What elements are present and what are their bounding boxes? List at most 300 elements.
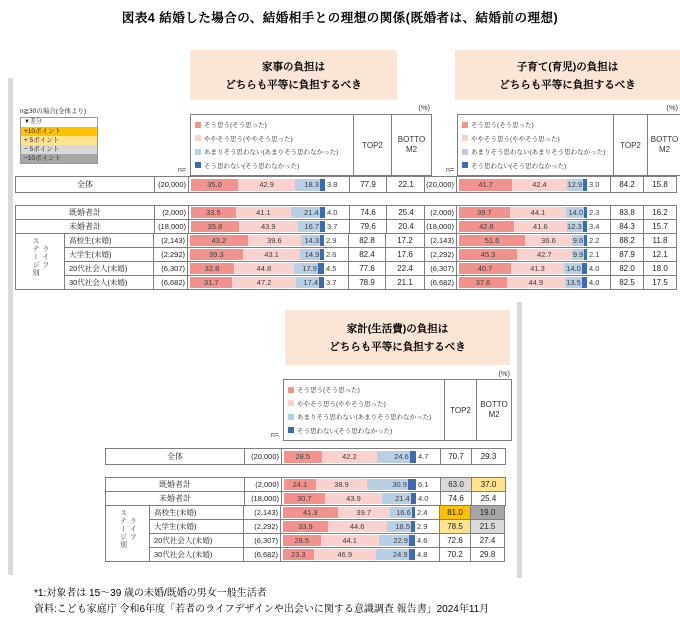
legend-label: あまりそう思わない(あまりそう思わなかった) bbox=[204, 149, 339, 157]
top2-value: 70.2 bbox=[439, 547, 471, 562]
bar-segment: 44.8 bbox=[234, 263, 294, 274]
row-n-value: (20,000) bbox=[154, 176, 189, 193]
main-table bbox=[105, 477, 506, 562]
table-row bbox=[149, 519, 505, 534]
chart-title-box bbox=[285, 310, 510, 365]
table-row bbox=[424, 176, 677, 193]
legend-item bbox=[195, 147, 353, 156]
row-n-value: (6,307) bbox=[243, 533, 281, 548]
bar-segment: 43.9 bbox=[239, 221, 298, 232]
bottom2-value: 29.3 bbox=[471, 448, 506, 465]
bar-cell bbox=[188, 176, 350, 193]
legend-label: あまりそう思わない(あまりそう思わなかった) bbox=[471, 149, 606, 157]
bar-segment: 45.3 bbox=[459, 249, 517, 260]
row-n-value: (2,143) bbox=[153, 233, 188, 248]
bar-cell bbox=[456, 275, 611, 290]
chart-title-line: どちらも平等に負担するべき bbox=[329, 341, 466, 353]
bottom2-value: 25.4 bbox=[386, 205, 426, 220]
row-label: 全体 bbox=[15, 176, 155, 193]
bar-segment: 41.1 bbox=[236, 207, 291, 218]
row-label: 既婚者計 bbox=[15, 205, 155, 220]
legend-label: そう思う(そう思った) bbox=[204, 122, 267, 130]
bottom2-value: 16.2 bbox=[643, 205, 677, 220]
bar-segment: 42.8 bbox=[459, 221, 514, 232]
row-label: 全体 bbox=[105, 448, 245, 465]
top2-value: 82.4 bbox=[348, 247, 386, 262]
bar-segment: 43.2 bbox=[190, 235, 248, 246]
bottom2-value: 22.1 bbox=[386, 176, 426, 193]
bar-cell bbox=[456, 205, 611, 220]
stacked-bar bbox=[190, 235, 324, 246]
stacked-bar bbox=[191, 221, 325, 232]
legend-swatch-icon bbox=[288, 414, 294, 420]
table-row bbox=[15, 205, 426, 220]
top2-value: 82.8 bbox=[348, 233, 386, 248]
row-n-value: (18,000) bbox=[244, 491, 282, 506]
row-n-value: (20,000) bbox=[244, 448, 282, 465]
legend-label: そう思わない(そう思わなかった) bbox=[297, 427, 393, 435]
main-table bbox=[424, 205, 677, 290]
row-n-value: (6,682) bbox=[424, 275, 457, 290]
bar-last-value-label: 3.7 bbox=[327, 222, 338, 231]
bar-segment: 42.9 bbox=[238, 179, 295, 191]
row-n-value: (2,000) bbox=[424, 205, 457, 220]
bar-segment: 18.3 bbox=[295, 179, 320, 191]
top2-value: 77.9 bbox=[349, 176, 387, 193]
legend-label: そう思う(そう思った) bbox=[297, 387, 360, 395]
chart-title-box bbox=[190, 50, 397, 100]
bar-last-value-label: 4.0 bbox=[327, 208, 338, 217]
footnote-source: 資料:こども家庭庁 令和6年度「若者のライフデザインや出会いに関する意識調査 報告書」2024年11月 bbox=[34, 604, 490, 615]
row-label: 未婚者計 bbox=[15, 219, 155, 234]
bar-cell bbox=[280, 505, 440, 520]
bar-last-value-label: 4.7 bbox=[418, 452, 429, 461]
bar-segment: 30.9 bbox=[367, 479, 408, 490]
bar-segment: 24.9 bbox=[376, 549, 409, 560]
bottom2-value: 11.8 bbox=[643, 233, 677, 248]
bar-segment: 32.8 bbox=[190, 263, 234, 274]
bar-last-value-label: 3.8 bbox=[327, 180, 338, 189]
bottom2-value: 12.1 bbox=[643, 247, 677, 262]
bottom2-value: 17.2 bbox=[385, 233, 425, 248]
bar-cell bbox=[281, 491, 441, 506]
bar-segment: 14.0 bbox=[566, 207, 584, 218]
right-edge-bar bbox=[517, 302, 522, 578]
bar-last-value-label: 4.6 bbox=[417, 536, 428, 545]
bar-segment: 17.9 bbox=[294, 263, 318, 274]
legend-swatch-icon bbox=[288, 427, 294, 433]
bottom2-value: 25.4 bbox=[471, 491, 506, 506]
bar-segment bbox=[411, 521, 415, 532]
top2-value: 74.6 bbox=[349, 205, 387, 220]
row-label: 20代社会人(未婚) bbox=[64, 261, 154, 276]
bar-segment: 23.3 bbox=[283, 549, 314, 560]
bar-cell bbox=[281, 477, 441, 492]
lifestage-vertical-label bbox=[105, 505, 150, 562]
main-table bbox=[15, 205, 426, 290]
table-row bbox=[64, 233, 425, 248]
legend-label: そう思う(そう思った) bbox=[471, 122, 534, 130]
bar-last-value-label: 4.0 bbox=[589, 278, 600, 287]
bar-last-value-label: 6.1 bbox=[418, 480, 429, 489]
top2-value: 82.0 bbox=[610, 261, 644, 276]
top2-value: 78.9 bbox=[348, 275, 386, 290]
legend-item bbox=[288, 385, 444, 394]
legend-label: あまりそう思わない(あまりそう思わなかった) bbox=[297, 414, 432, 422]
legend-swatch-icon bbox=[462, 135, 468, 141]
bar-cell bbox=[280, 547, 440, 562]
diff-legend-header: ▼差分 bbox=[21, 118, 97, 127]
row-n-value: (6,307) bbox=[153, 261, 188, 276]
legend-label: そう思わない(そう思わなかった) bbox=[204, 162, 300, 170]
bar-segment bbox=[411, 493, 416, 504]
bottom2-value: 22.4 bbox=[385, 261, 425, 276]
percent-label: (%) bbox=[418, 103, 430, 112]
bar-segment: 16.6 bbox=[390, 507, 412, 518]
bar-segment: 12.3 bbox=[567, 222, 582, 231]
stacked-bar bbox=[459, 263, 587, 274]
vertical-label-text: ステージ別 bbox=[32, 237, 39, 277]
bar-segment: 44.9 bbox=[507, 277, 564, 288]
bar-segment: 35.8 bbox=[191, 221, 239, 232]
top2-value: 83.8 bbox=[610, 205, 644, 220]
bar-cell bbox=[456, 233, 611, 248]
top2-value: 70.7 bbox=[440, 448, 472, 465]
lifestage-vertical-label bbox=[15, 233, 65, 290]
row-label: 高校生(未婚) bbox=[149, 505, 244, 520]
bar-segment: 46.9 bbox=[314, 549, 376, 560]
bar-segment: 33.5 bbox=[191, 207, 236, 218]
bar-segment bbox=[320, 249, 323, 260]
bar-segment bbox=[584, 249, 587, 260]
table-row bbox=[149, 547, 505, 562]
table-row bbox=[149, 505, 505, 520]
bar-segment: 36.6 bbox=[525, 235, 572, 246]
top2-value: 82.5 bbox=[610, 275, 644, 290]
table-row bbox=[424, 205, 677, 220]
row-label: 高校生(未婚) bbox=[64, 233, 154, 248]
top2-value: 84.2 bbox=[610, 176, 644, 193]
bar-last-value-label: 2.4 bbox=[417, 508, 428, 517]
answer-legend bbox=[458, 115, 613, 175]
vertical-label-text: ライフ bbox=[41, 245, 49, 269]
stacked-bar bbox=[191, 179, 325, 191]
bottom2-value: 20.4 bbox=[386, 219, 426, 234]
top2-value: 78.5 bbox=[439, 519, 471, 534]
top2-value: 79.6 bbox=[349, 219, 387, 234]
bar-cell bbox=[456, 176, 611, 193]
bar-last-value-label: 2.6 bbox=[326, 250, 337, 259]
bar-segment bbox=[412, 507, 415, 518]
bar-segment: 44.6 bbox=[328, 521, 387, 532]
row-n-value: (2,292) bbox=[424, 247, 457, 262]
bar-segment: 41.3 bbox=[283, 507, 338, 518]
legend-swatch-icon bbox=[195, 162, 201, 168]
bar-last-value-label: 4.0 bbox=[418, 494, 429, 503]
bar-segment bbox=[409, 549, 415, 560]
bar-last-value-label: 3.0 bbox=[589, 180, 600, 189]
table-row bbox=[424, 247, 677, 262]
bar-segment bbox=[582, 277, 587, 288]
row-label: 30代社会人(未婚) bbox=[64, 275, 154, 290]
bar-cell bbox=[187, 233, 349, 248]
stacked-bar bbox=[191, 207, 325, 218]
chart-title-line: 家事の負担は bbox=[262, 60, 325, 73]
bar-segment bbox=[320, 179, 325, 191]
lifestage-rows bbox=[149, 505, 505, 562]
bar-segment: 31.7 bbox=[190, 277, 232, 288]
bar-segment bbox=[409, 535, 415, 546]
stacked-bar bbox=[190, 263, 324, 274]
bar-cell bbox=[188, 205, 350, 220]
bar-segment: 9.6 bbox=[572, 236, 584, 245]
bar-segment bbox=[584, 235, 587, 246]
bar-segment bbox=[584, 207, 587, 218]
bottom2-header bbox=[647, 115, 680, 175]
bottom2-value: 17.6 bbox=[385, 247, 425, 262]
footnote-target: *1:対象者は 15〜39 歳の未婚/既婚の男女一般生活者 bbox=[34, 588, 267, 599]
bar-segment: 16.7 bbox=[298, 221, 320, 232]
bar-last-value-label: 3.4 bbox=[589, 222, 600, 231]
bottom2-header bbox=[476, 380, 511, 440]
stacked-bar bbox=[283, 535, 415, 546]
table-row bbox=[424, 261, 677, 276]
chart-title-line: 子育て(育児)の負担は bbox=[516, 60, 619, 73]
n-label: n= bbox=[446, 167, 454, 174]
chart-title-box bbox=[455, 50, 680, 100]
top2-value: 72.6 bbox=[439, 533, 471, 548]
vertical-label-text: ライフ bbox=[129, 517, 137, 541]
bar-cell bbox=[188, 219, 350, 234]
table-row bbox=[105, 491, 506, 506]
bar-cell bbox=[281, 448, 441, 465]
row-n-value: (2,143) bbox=[424, 233, 457, 248]
total-row-host bbox=[105, 448, 506, 465]
row-n-value: (6,682) bbox=[243, 547, 281, 562]
bottom2-value: 21.1 bbox=[385, 275, 425, 290]
diff-legend-item: + 5ポイント bbox=[21, 136, 97, 145]
stacked-bar bbox=[459, 179, 587, 191]
bottom2-value: 19.0 bbox=[470, 505, 505, 520]
bar-segment bbox=[319, 277, 324, 288]
legend-label: ややそう思う(ややそう思った) bbox=[471, 135, 560, 143]
bottom2-header-text: BOTTOM2 bbox=[480, 400, 508, 419]
bar-segment: 41.7 bbox=[459, 179, 512, 191]
bar-segment: 18.5 bbox=[387, 521, 411, 532]
bar-last-value-label: 2.9 bbox=[417, 522, 428, 531]
bar-segment: 41.3 bbox=[511, 263, 564, 274]
bar-segment: 22.9 bbox=[379, 535, 409, 546]
bar-last-value-label: 4.8 bbox=[417, 550, 428, 559]
legend-item bbox=[195, 134, 353, 143]
bottom2-value: 15.8 bbox=[643, 176, 677, 193]
legend-swatch-icon bbox=[288, 400, 294, 406]
diff-legend-note: n≧30の場合(全体より) bbox=[20, 108, 87, 115]
chart-header-table bbox=[190, 114, 432, 176]
row-label: 20代社会人(未婚) bbox=[149, 533, 244, 548]
legend-swatch-icon bbox=[195, 122, 201, 128]
bar-segment: 28.5 bbox=[283, 535, 321, 546]
bar-segment: 14.3 bbox=[301, 235, 320, 246]
bar-segment: 39.3 bbox=[190, 249, 243, 260]
table-row bbox=[64, 247, 425, 262]
bar-cell bbox=[280, 519, 440, 534]
legend-label: そう思わない(そう思わなかった) bbox=[471, 162, 567, 170]
percent-label: (%) bbox=[498, 369, 510, 378]
legend-item bbox=[195, 161, 353, 170]
total-row-host bbox=[15, 176, 426, 193]
table-row bbox=[424, 219, 677, 234]
bar-last-value-label: 3.7 bbox=[326, 278, 337, 287]
top2-value: 74.6 bbox=[440, 491, 472, 506]
bar-segment bbox=[583, 179, 587, 191]
total-row-host bbox=[424, 176, 677, 193]
table-row bbox=[105, 477, 506, 492]
bar-segment: 37.6 bbox=[459, 277, 507, 288]
bar-cell bbox=[456, 261, 611, 276]
diff-legend-item: −10ポイント bbox=[21, 154, 97, 163]
legend-item bbox=[288, 412, 444, 421]
bar-segment: 42.4 bbox=[512, 179, 566, 191]
bar-segment: 40.7 bbox=[459, 263, 511, 274]
bar-segment: 44.1 bbox=[510, 207, 566, 218]
row-n-value: (6,307) bbox=[424, 261, 457, 276]
legend-item bbox=[288, 426, 444, 435]
bar-segment: 42.7 bbox=[517, 249, 572, 260]
table-row bbox=[424, 275, 677, 290]
legend-swatch-icon bbox=[462, 149, 468, 155]
answer-legend bbox=[284, 380, 444, 440]
top2-header: TOP2 bbox=[444, 380, 476, 440]
top2-value: 88.2 bbox=[610, 233, 644, 248]
stacked-bar bbox=[459, 221, 587, 232]
bottom2-value: 37.0 bbox=[471, 477, 506, 492]
stacked-bar bbox=[284, 493, 416, 504]
top2-value: 84.3 bbox=[610, 219, 644, 234]
bar-segment: 21.4 bbox=[291, 207, 320, 218]
bar-last-value-label: 4.5 bbox=[326, 264, 337, 273]
n-label: n= bbox=[178, 167, 186, 174]
legend-swatch-icon bbox=[195, 135, 201, 141]
row-n-value: (2,000) bbox=[244, 477, 282, 492]
bar-segment bbox=[318, 263, 324, 274]
bar-segment: 14.9 bbox=[300, 249, 320, 260]
stacked-bar bbox=[283, 521, 415, 532]
bar-segment: 39.7 bbox=[338, 507, 390, 518]
stacked-bar bbox=[190, 249, 324, 260]
stacked-bar bbox=[284, 479, 416, 490]
row-n-value: (18,000) bbox=[424, 219, 457, 234]
bar-last-value-label: 2.9 bbox=[326, 236, 337, 245]
stacked-bar bbox=[459, 207, 587, 218]
lifestage-group bbox=[105, 505, 506, 562]
legend-swatch-icon bbox=[462, 122, 468, 128]
bar-cell bbox=[187, 247, 349, 262]
top2-value: 63.0 bbox=[440, 477, 472, 492]
row-label: 未婚者計 bbox=[105, 491, 245, 506]
bar-last-value-label: 2.2 bbox=[589, 236, 600, 245]
chart-header-table bbox=[283, 379, 512, 441]
table-row bbox=[64, 261, 425, 276]
bottom2-value: 27.4 bbox=[470, 533, 505, 548]
row-n-value: (2,292) bbox=[153, 247, 188, 262]
row-label: 30代社会人(未婚) bbox=[149, 547, 244, 562]
stacked-bar bbox=[283, 549, 415, 560]
bar-segment: 30.7 bbox=[284, 493, 325, 504]
diff-legend-item: +10ポイント bbox=[21, 127, 97, 136]
legend-item bbox=[462, 161, 613, 170]
chart-title-line: どちらも平等に負担するべき bbox=[225, 78, 362, 91]
page-title: 図表4 結婚した場合の、結婚相手との理想の関係(既婚者は、結婚前の理想) bbox=[121, 11, 559, 25]
bar-segment: 43.9 bbox=[325, 493, 383, 504]
percent-label: (%) bbox=[666, 103, 678, 112]
bar-segment: 42.2 bbox=[322, 451, 378, 463]
chart-housework bbox=[15, 50, 430, 295]
bar-segment: 9.9 bbox=[572, 250, 584, 259]
bar-segment bbox=[582, 263, 587, 274]
stacked-bar bbox=[459, 235, 587, 246]
table-row bbox=[149, 533, 505, 548]
bar-segment: 51.6 bbox=[459, 235, 525, 246]
bar-segment: 39.6 bbox=[248, 235, 301, 246]
legend-swatch-icon bbox=[462, 162, 468, 168]
table-row bbox=[15, 176, 426, 193]
bar-segment bbox=[320, 207, 325, 218]
bar-segment bbox=[408, 479, 416, 490]
bottom2-header-text: BOTTOM2 bbox=[650, 135, 679, 154]
lifestage-rows bbox=[64, 233, 425, 290]
bar-segment bbox=[583, 221, 587, 232]
bar-segment: 39.7 bbox=[459, 207, 510, 218]
row-n-value: (2,292) bbox=[243, 519, 281, 534]
stacked-bar bbox=[459, 277, 587, 288]
chart-header-table bbox=[457, 114, 680, 176]
row-n-value: (18,000) bbox=[154, 219, 189, 234]
stacked-bar bbox=[190, 277, 324, 288]
bar-segment: 38.9 bbox=[316, 479, 367, 490]
bar-cell bbox=[187, 275, 349, 290]
bar-segment: 44.1 bbox=[321, 535, 379, 546]
bar-segment: 28.5 bbox=[284, 451, 322, 463]
chart-title-line: 家計(生活費)の負担は bbox=[346, 323, 449, 335]
bar-segment: 21.4 bbox=[382, 493, 410, 504]
bar-segment: 24.1 bbox=[284, 479, 316, 490]
vertical-label-text: ステージ別 bbox=[119, 509, 127, 549]
diff-legend-item: − 5ポイント bbox=[21, 145, 97, 154]
bottom2-value: 17.5 bbox=[643, 275, 677, 290]
bar-segment: 14.0 bbox=[564, 263, 582, 274]
bar-segment: 41.6 bbox=[514, 221, 567, 232]
top2-value: 77.6 bbox=[348, 261, 386, 276]
chart-title-line: どちらも平等に負担するべき bbox=[499, 78, 636, 91]
bottom2-header-text: BOTTOM2 bbox=[397, 135, 426, 154]
legend-item bbox=[288, 399, 444, 408]
top2-header: TOP2 bbox=[353, 115, 391, 175]
n-label: n= bbox=[271, 432, 279, 439]
legend-label: ややそう思う(ややそう思った) bbox=[297, 400, 386, 408]
legend-label: ややそう思う(ややそう思った) bbox=[204, 135, 293, 143]
row-n-value: (6,682) bbox=[153, 275, 188, 290]
bar-cell bbox=[456, 219, 611, 234]
row-n-value: (20,000) bbox=[424, 176, 457, 193]
top2-value: 81.0 bbox=[439, 505, 471, 520]
row-label: 既婚者計 bbox=[105, 477, 245, 492]
stacked-bar bbox=[283, 507, 415, 518]
row-label: 大学生(未婚) bbox=[64, 247, 154, 262]
table-row bbox=[424, 233, 677, 248]
bar-segment: 24.6 bbox=[377, 451, 409, 463]
bar-segment bbox=[410, 451, 416, 463]
